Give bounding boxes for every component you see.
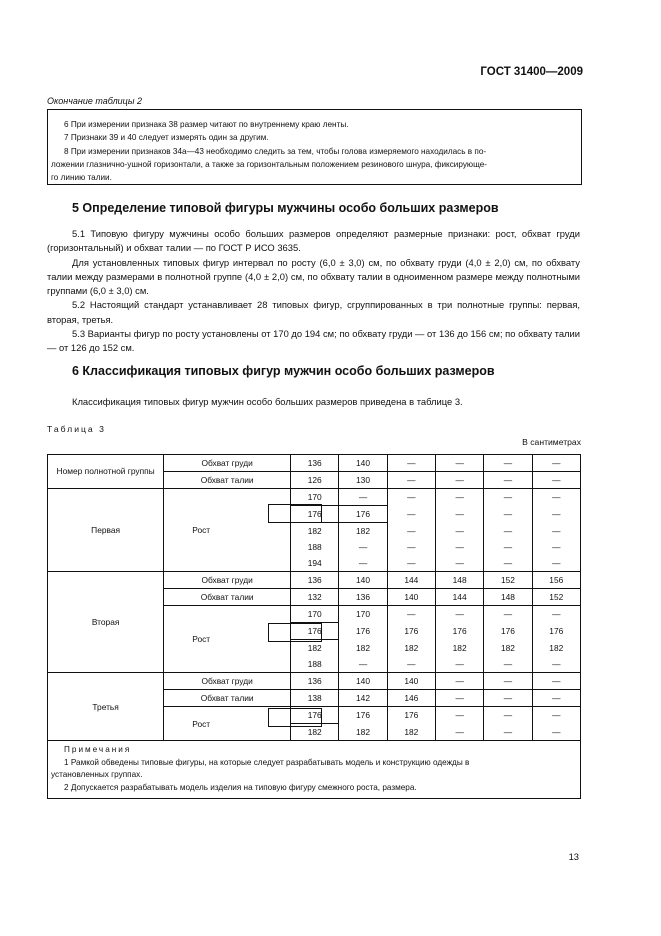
page-number: 13: [568, 851, 579, 862]
table-row: 194 — — — — —: [48, 555, 581, 572]
para-5-2: 5.2 Настоящий стандарт устанавливает 28 типовых фигур, сгруппированных в три полнотные группы: первая, вторая, третья.: [47, 299, 580, 325]
note-2: 2 Допускается разрабатывать модель изделия на типовую фигуру смежного роста, размера.: [64, 782, 417, 792]
note-1: 1 Рамкой обведены типовые фигуры, на которые следует разрабатывать модель и конструкцию одежды в: [64, 757, 470, 767]
table-row: Номер полнотной группы Обхват груди 136 140 — — — —: [48, 455, 581, 472]
table2-note-7: 7 Признаки 39 и 40 следует измерять один за другим.: [64, 133, 269, 143]
group-name-third: Третья: [48, 673, 164, 741]
table-row: 176 176 176 176 176 176: [48, 623, 581, 640]
table-row: 176 176 — — — —: [48, 506, 581, 523]
group-name-first: Первая: [48, 489, 164, 572]
table-row: 182 182 182 — — —: [48, 724, 581, 741]
table2-note-8-cont: ложении глазнично-ушной горизонтали, а также за горизонтальным положением резинового шнура, фиксирующе-: [51, 159, 487, 169]
para-5-1-intervals: Для установленных типовых фигур интервал по росту (6,0 ± 3,0) см, по обхвату груди (4,0 ± 2,0) см, по обхвату талии между размерами в полнотной группе (4,0 ± 2,0) см, по обхвату талии в одноименном размере между полнотными группами (6,0 ± 3,0) см.: [47, 256, 580, 297]
table-row: Третья Обхват груди 136 140 140 — — —: [48, 673, 581, 690]
table2-note-8-end: го линию талии.: [51, 173, 112, 183]
table-row: Рост 176 176 176 — — —: [48, 707, 581, 724]
row-label: Обхват талии: [164, 472, 291, 489]
table-row: Обхват талии 126 130 — — — —: [48, 472, 581, 489]
table3-label: Таблица 3: [47, 424, 106, 434]
table-row: 182 182 — — — —: [48, 523, 581, 540]
table2-note-8: 8 При измерении признаков 34а—43 необходимо следить за тем, чтобы голова измеряемого находилась в по-: [64, 146, 487, 156]
note-1-cont: установленных группах.: [51, 770, 143, 780]
table3-notes: [47, 741, 581, 799]
table-row: Обхват талии 138 142 146 — — —: [48, 690, 581, 707]
section-5-body: [47, 227, 580, 356]
table-row: 188 — — — — —: [48, 539, 581, 555]
notes-header: Примечания: [64, 745, 132, 754]
row-label: Обхват груди: [164, 673, 291, 690]
para-5-1: 5.1 Типовую фигуру мужчины особо больших размеров определяют размерные признаки: рост, обхват груди (горизонтальный) и обхват талии — по ГОСТ Р ИСО 3635.: [47, 228, 580, 254]
frame-group1: [268, 504, 322, 523]
row-label: Обхват талии: [164, 690, 291, 707]
table3-units: В сантиметрах: [522, 437, 581, 447]
table-row: 182 182 182 182 182 182: [48, 640, 581, 657]
height-label: Рост: [164, 489, 291, 572]
table-row: Вторая Обхват груди 136 140 144 148 152 156: [48, 572, 581, 589]
para-6-intro: Классификация типовых фигур мужчин особо больших размеров приведена в таблице 3.: [72, 396, 463, 407]
table3: [47, 454, 581, 741]
frame-group2: [268, 623, 322, 642]
table-row: 188 — — — — —: [48, 656, 581, 673]
row-label: Обхват груди: [164, 455, 291, 472]
table2-continuation-title: Окончание таблицы 2: [47, 96, 142, 106]
section-5-title: 5 Определение типовой фигуры мужчины особо больших размеров: [72, 201, 499, 215]
table-row: Обхват талии 132 136 140 144 148 152: [48, 589, 581, 606]
group-name-second: Вторая: [48, 572, 164, 673]
table-row: Рост 170 170 — — — —: [48, 606, 581, 623]
table-row: Первая Рост 170 — — — — —: [48, 489, 581, 506]
frame-group3: [268, 708, 322, 727]
standard-number: ГОСТ 31400—2009: [480, 66, 583, 78]
row-label: Обхват талии: [164, 589, 291, 606]
section-6-title: 6 Классификация типовых фигур мужчин особо больших размеров: [72, 364, 495, 378]
table2-notes: [47, 109, 582, 185]
group-header-cell: Номер полнотной группы: [48, 455, 164, 489]
para-5-3: 5.3 Варианты фигур по росту установлены от 170 до 194 см; по обхвату груди — от 136 до 156 см; по обхвату талии — от 126 до 152 см.: [47, 328, 580, 354]
height-label: Рост: [164, 707, 291, 741]
height-label: Рост: [164, 606, 291, 673]
row-label: Обхват груди: [164, 572, 291, 589]
table2-note-6: 6 При измерении признака 38 размер читают по внутреннему краю ленты.: [64, 120, 349, 129]
